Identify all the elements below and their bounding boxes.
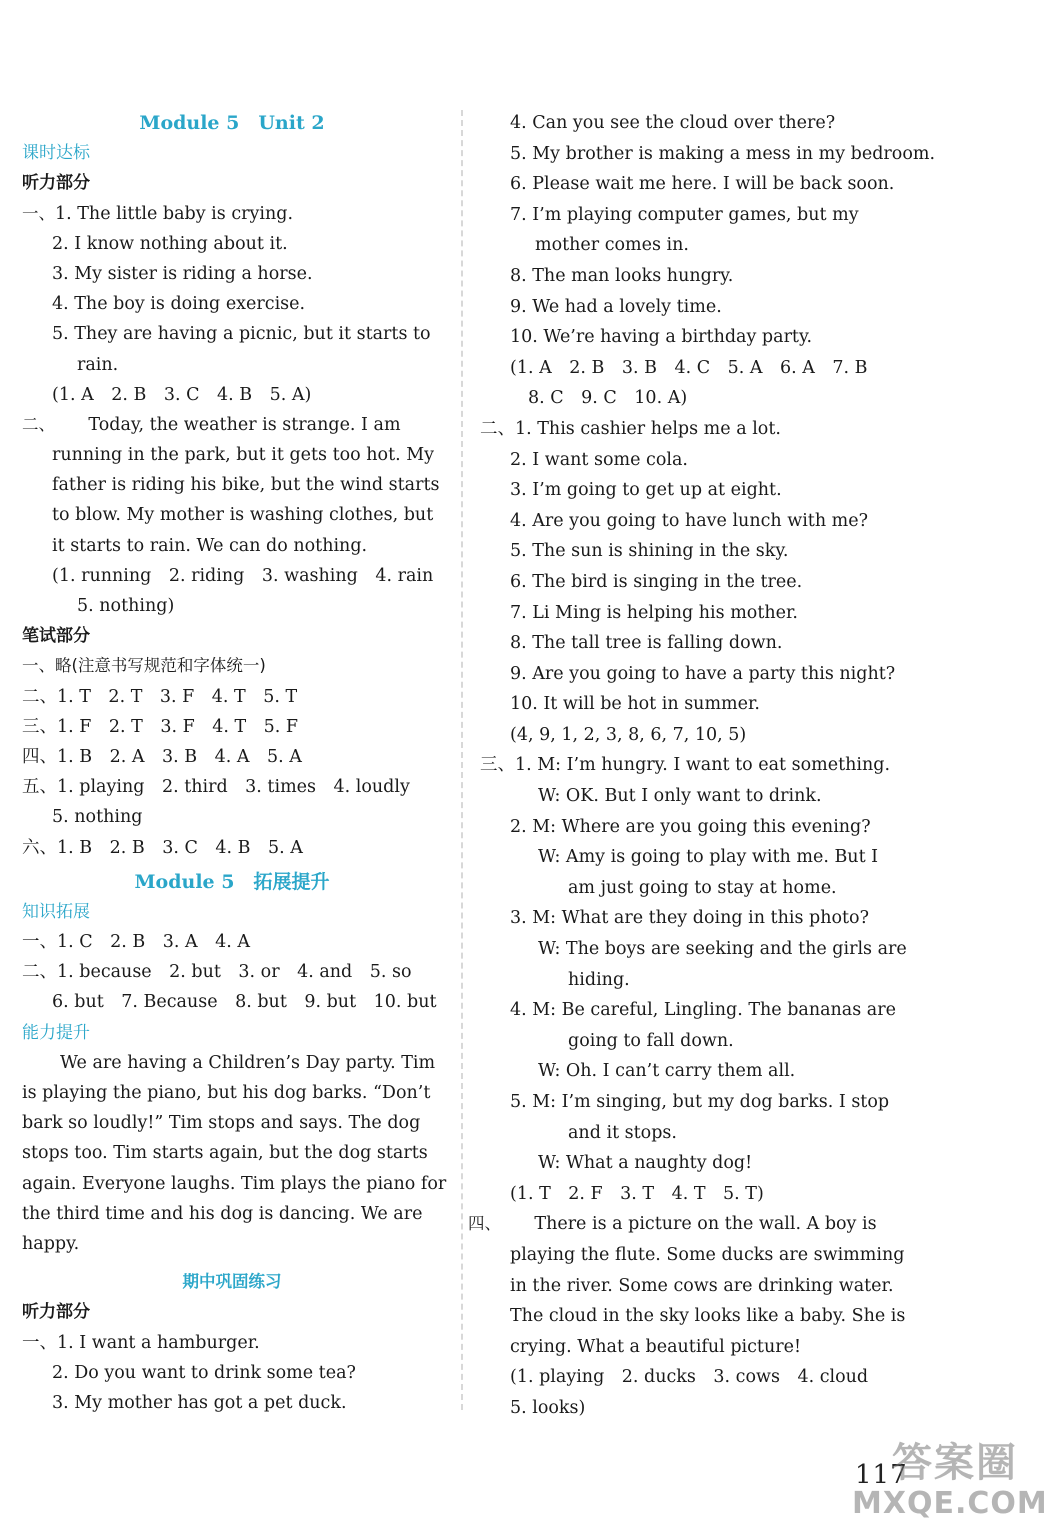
dialogue-line: W: The boys are seeking and the girls are xyxy=(538,939,907,960)
dialogue-line: 2. M: Where are you going this evening? xyxy=(510,816,871,837)
answer-line: 8. The tall tree is falling down. xyxy=(510,633,783,654)
answer-line: 4. The boy is doing exercise. xyxy=(52,294,306,315)
answer-line: 2. I want some cola. xyxy=(510,449,688,470)
answer-line: 一、略(注意书写规范和字体统一) xyxy=(22,656,266,676)
answer-line: 5. nothing xyxy=(52,807,143,828)
answer-line: 4. Can you see the cloud over there? xyxy=(510,113,836,133)
passage-line: happy. xyxy=(22,1233,80,1254)
answer-line: 9. Are you going to have a party this night? xyxy=(510,663,896,684)
part-label: 听力部分 xyxy=(22,173,90,194)
answer-line: 2. I know nothing about it. xyxy=(52,233,288,254)
answer-key: (1. running 2. riding 3. washing 4. rain xyxy=(52,565,434,586)
answer-line: 8. The man looks hungry. xyxy=(510,265,734,286)
category-label: 知识拓展 xyxy=(22,901,90,922)
passage-line: We are having a Children’s Day party. Tim xyxy=(60,1052,436,1073)
dialogue-line: 4. M: Be careful, Lingling. The bananas are xyxy=(510,1000,896,1021)
passage-line: crying. What a beautiful picture! xyxy=(510,1336,801,1357)
answer-line: 3. I’m going to get up at eight. xyxy=(510,480,782,501)
dialogue-line: and it stops. xyxy=(568,1122,677,1143)
dialogue-line: am just going to stay at home. xyxy=(568,877,837,898)
category-label: 课时达标 xyxy=(22,143,90,164)
passage-line: 二、 Today, the weather is strange. I am xyxy=(22,414,401,435)
question-number: 四、 xyxy=(468,1214,501,1234)
answer-line: 二、1. This cashier helps me a lot. xyxy=(480,418,781,439)
section-heading: Module 5 Unit 2 xyxy=(139,112,325,134)
passage-line: is playing the piano, but his dog barks. “Don’t xyxy=(22,1083,431,1103)
category-label: 能力提升 xyxy=(22,1022,90,1043)
answer-line: 6. The bird is singing in the tree. xyxy=(510,571,803,592)
answer-line: 9. We had a lovely time. xyxy=(510,296,722,317)
answer-key: 5. nothing) xyxy=(77,596,175,616)
section-heading: 期中巩固练习 xyxy=(182,1272,282,1292)
dialogue-line: hiding. xyxy=(568,969,630,990)
answer-key: 8. C 9. C 10. A) xyxy=(528,388,688,409)
question-number: 一、 xyxy=(22,203,55,223)
answer-line: 6. but 7. Because 8. but 9. but 10. but xyxy=(52,992,437,1013)
dialogue-line: 三、1. M: I’m hungry. I want to eat something. xyxy=(480,755,891,776)
answer-line: 7. I’m playing computer games, but my xyxy=(510,204,859,225)
answer-key: (1. playing 2. ducks 3. cows 4. cloud xyxy=(510,1367,869,1388)
answer-line: 二、1. T 2. T 3. F 4. T 5. T xyxy=(22,686,298,707)
watermark-logo xyxy=(852,1440,1048,1532)
answer-line: 六、1. B 2. B 3. C 4. B 5. A xyxy=(22,837,303,858)
answer-line: 三、1. F 2. T 3. F 4. T 5. F xyxy=(22,716,299,737)
answer-line: 6. Please wait me here. I will be back soon. xyxy=(510,174,895,195)
answer-line: 二、1. because 2. but 3. or 4. and 5. so xyxy=(22,962,412,983)
passage-line: it starts to rain. We can do nothing. xyxy=(52,535,368,556)
answer-line: 四、1. B 2. A 3. B 4. A 5. A xyxy=(22,746,302,767)
answer-key: 5. looks) xyxy=(510,1397,586,1418)
answer-key: (4, 9, 1, 2, 3, 8, 6, 7, 10, 5) xyxy=(510,724,747,745)
answer-line: 一、1. The little baby is crying. xyxy=(22,203,294,224)
dialogue-line: W: What a naughty dog! xyxy=(538,1153,753,1174)
answer-key: (1. T 2. F 3. T 4. T 5. T) xyxy=(510,1183,764,1204)
passage-line: The cloud in the sky looks like a baby. She is xyxy=(510,1306,906,1327)
dialogue-line: 3. M: What are they doing in this photo? xyxy=(510,908,869,929)
answer-line: 五、1. playing 2. third 3. times 4. loudly xyxy=(22,777,410,798)
passage-line: running in the park, but it gets too hot. My xyxy=(52,445,435,466)
left-column xyxy=(22,108,447,1418)
answer-line: 7. Li Ming is helping his mother. xyxy=(510,602,798,623)
dialogue-line: W: Oh. I can’t carry them all. xyxy=(538,1061,796,1082)
dialogue-line: W: Amy is going to play with me. But I xyxy=(538,847,879,868)
answer-key: (1. A 2. B 3. B 4. C 5. A 6. A 7. B xyxy=(510,357,868,378)
answer-line: mother comes in. xyxy=(535,235,689,256)
part-label: 听力部分 xyxy=(22,1302,90,1323)
section-heading: Module 5 拓展提升 xyxy=(134,870,330,893)
passage-line: the third time and his dog is dancing. We are xyxy=(22,1203,423,1224)
answer-line: 4. Are you going to have lunch with me? xyxy=(510,510,868,531)
watermark-url: MXQE.COM xyxy=(852,1486,1048,1521)
answer-line: rain. xyxy=(77,354,119,375)
passage-line: playing the flute. Some ducks are swimming xyxy=(510,1244,905,1265)
column-divider xyxy=(461,110,463,1410)
answer-line: 10. It will be hot in summer. xyxy=(510,694,760,715)
answer-line: 5. They are having a picnic, but it starts to xyxy=(52,324,431,345)
answer-key: (1. A 2. B 3. C 4. B 5. A) xyxy=(52,384,312,405)
question-number: 二、 xyxy=(22,414,55,434)
answer-line: 一、1. C 2. B 3. A 4. A xyxy=(22,932,251,953)
part-label: 笔试部分 xyxy=(22,626,90,647)
dialogue-line: going to fall down. xyxy=(568,1030,734,1051)
answer-line: 3. My mother has got a pet duck. xyxy=(52,1392,347,1413)
passage-line: bark so loudly!” Tim stops and says. The dog xyxy=(22,1113,421,1134)
answer-line: 一、1. I want a hamburger. xyxy=(22,1332,260,1353)
answer-line: 2. Do you want to drink some tea? xyxy=(52,1362,356,1383)
answer-line: 3. My sister is riding a horse. xyxy=(52,263,313,284)
passage-line: again. Everyone laughs. Tim plays the piano for xyxy=(22,1173,447,1194)
passage-line: father is riding his bike, but the wind starts xyxy=(52,475,440,496)
dialogue-line: 5. M: I’m singing, but my dog barks. I stop xyxy=(510,1092,890,1112)
watermark-logo-text: 答案圈 xyxy=(892,1440,1018,1486)
page-number: 117 xyxy=(855,1460,908,1490)
passage-line: in the river. Some cows are drinking water. xyxy=(510,1275,894,1296)
right-column xyxy=(468,108,936,1424)
passage-line: 四、 There is a picture on the wall. A boy is xyxy=(468,1214,877,1235)
answer-line: 10. We’re having a birthday party. xyxy=(510,327,813,348)
answer-line: 5. The sun is shining in the sky. xyxy=(510,541,789,562)
passage-line: to blow. My mother is washing clothes, but xyxy=(52,505,434,526)
dialogue-line: W: OK. But I only want to drink. xyxy=(538,786,822,807)
passage-line: stops too. Tim starts again, but the dog starts xyxy=(22,1143,428,1164)
answer-line: 5. My brother is making a mess in my bedroom. xyxy=(510,143,936,164)
